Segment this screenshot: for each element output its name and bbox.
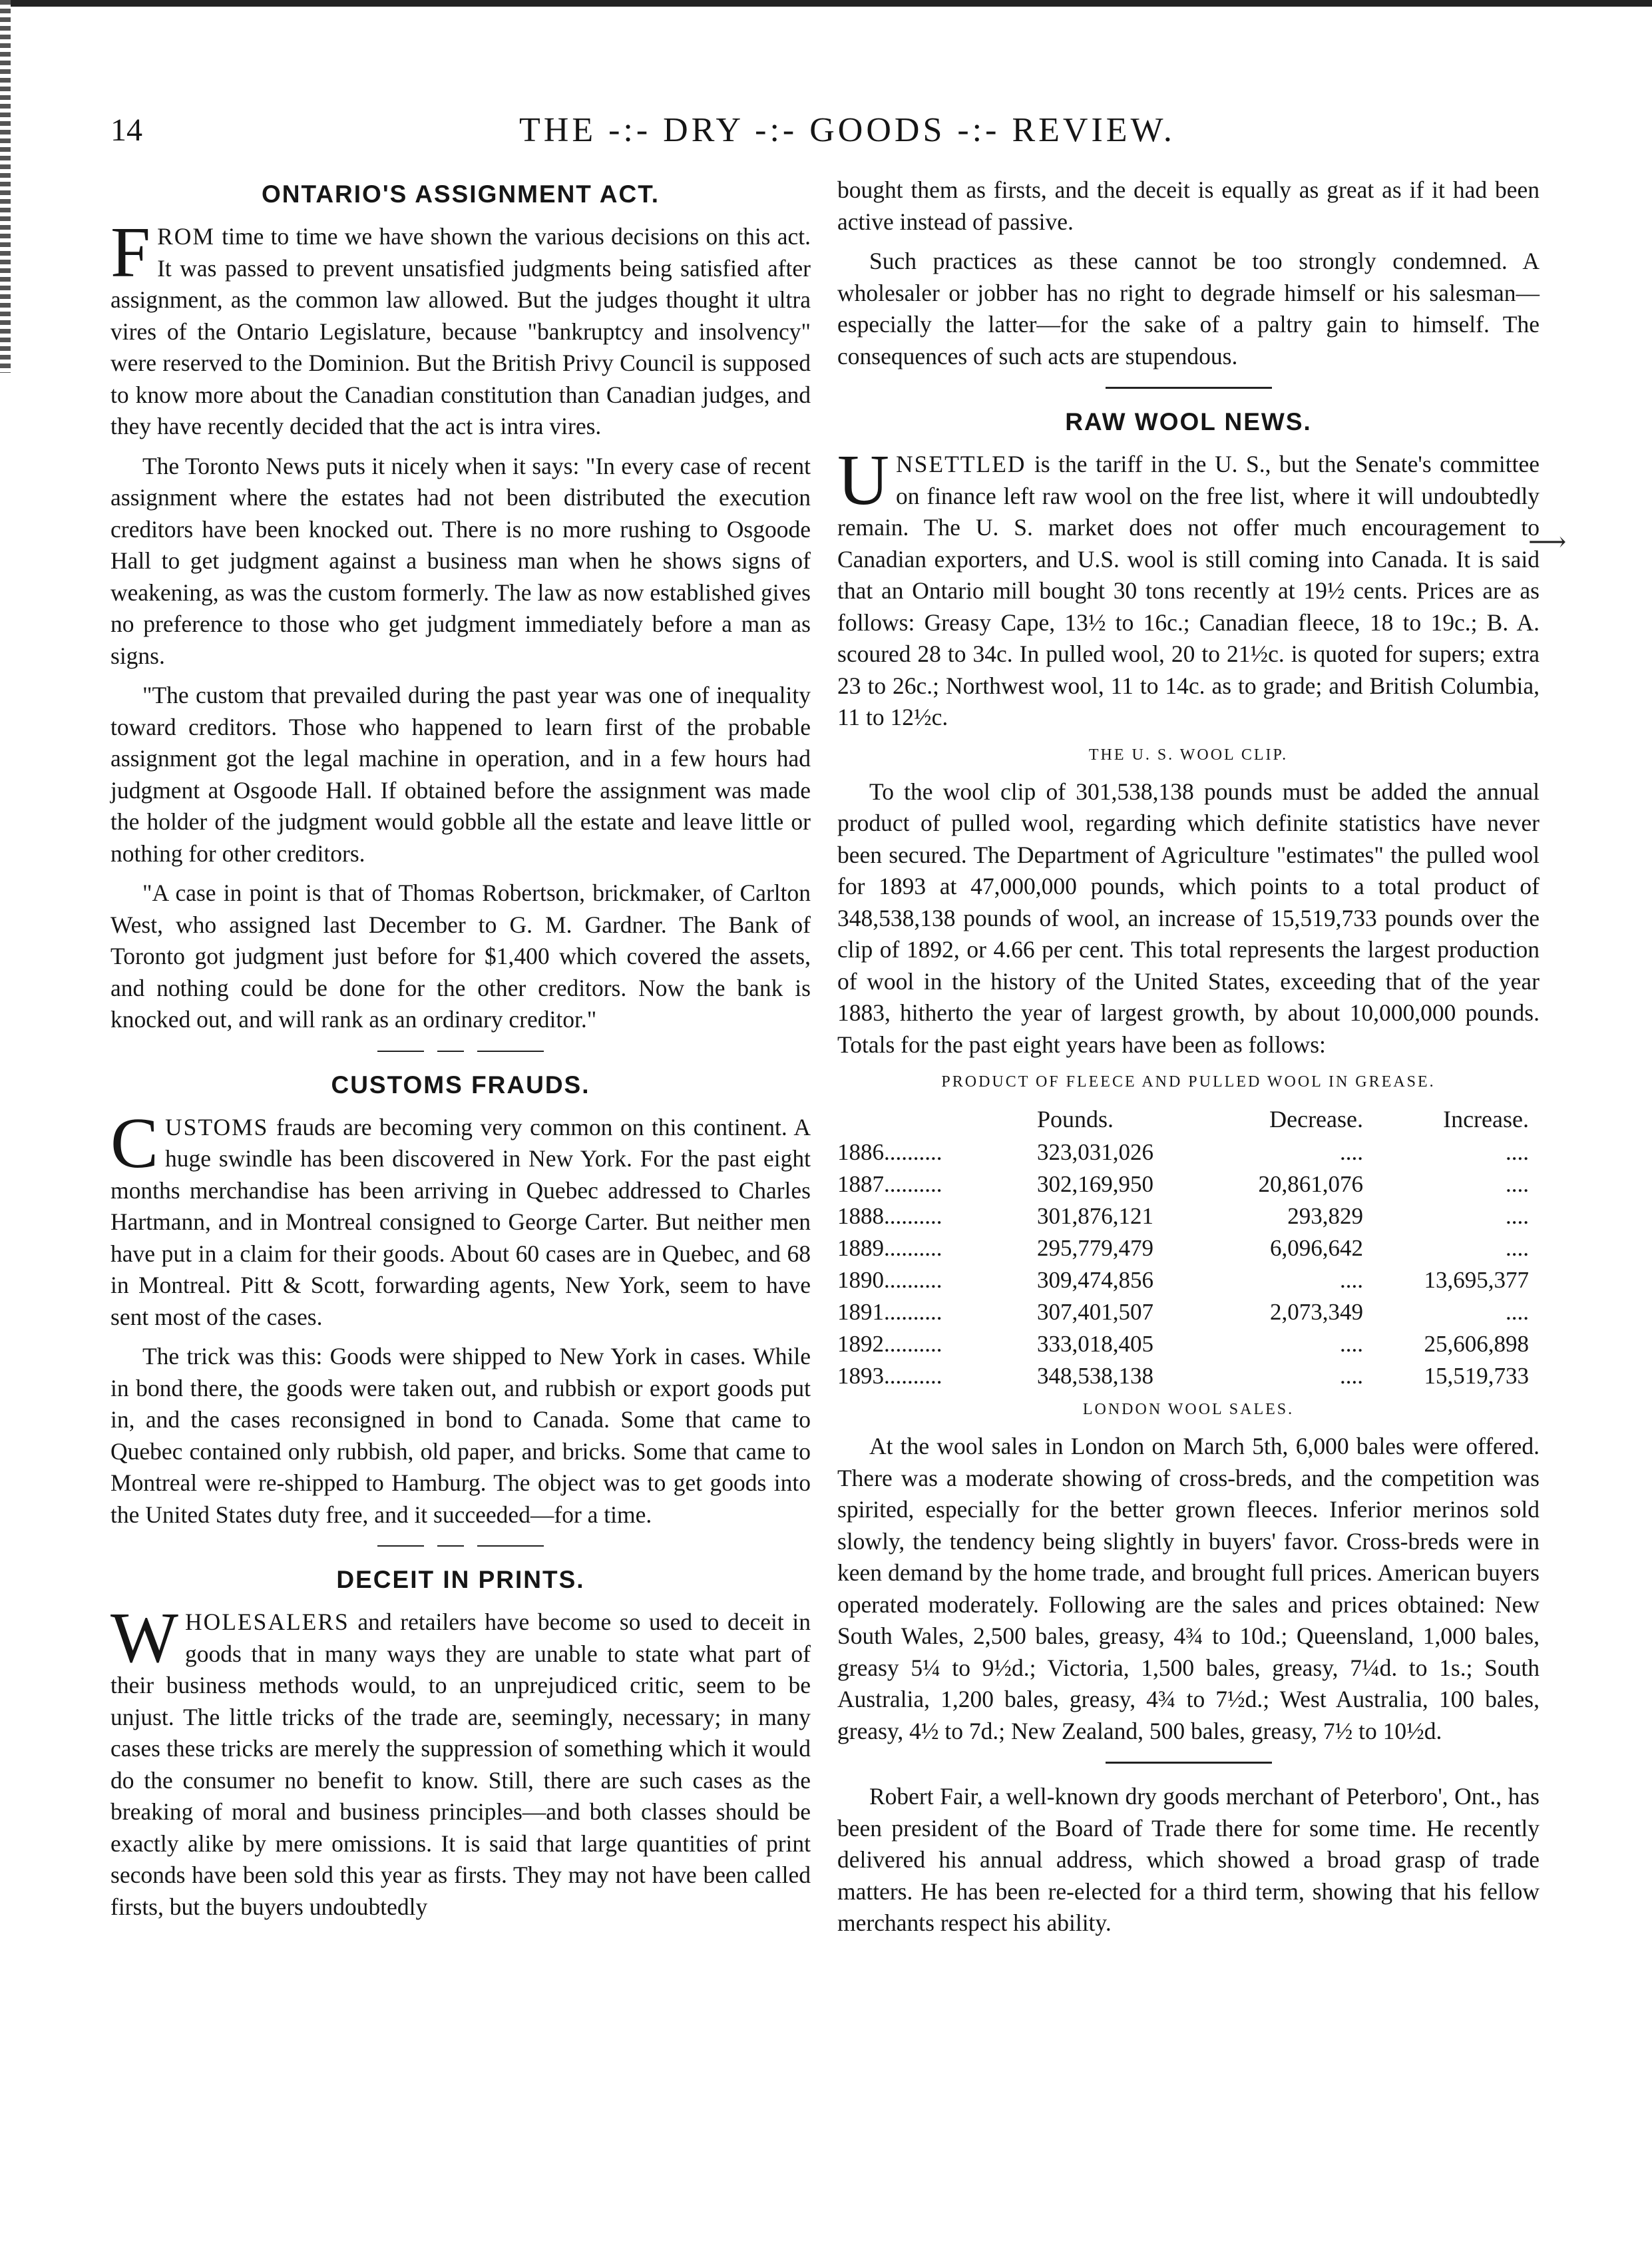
table-cell: 1890.......... (837, 1267, 942, 1293)
article-paragraph: To the wool clip of 301,538,138 pounds must be added the annual product of pulled wool, regarding which definite statistics have never been secured. The Department of Agriculture "estimates" the pulled wool for 1893 at 47,000,000 pounds, which points to a total product of 348,538,138 pounds of wool, an increase of 15,519,733 pounds over the clip of 1892, or 4.66 per cent. This total represents the largest production of wool in the history of the United States, exceeding that of the year 1883, hitherto the year of largest growth, by about 10,000,000 pounds. Totals for the past eight years have been as follows: (837, 778, 1540, 1058)
table-header-cell (837, 1103, 1037, 1136)
paragraph-text: is the tariff in the U. S., but the Senate's committee on finance left raw wool on the free list, where it will undoubtedly remain. The U. S. market does not offer much encouragement to Canadian exporters, and U.S. wool is still coming into Canada. It is said that an Ontario mill bought 30 tons recently at 19½ cents. Prices are as follows: Greasy Cape, 13½ to 16c.; Canadian fleece, 18 to 19c.; B. A. scoured 28 to 34c. In pulled wool, 20 to 21½c. is quoted for supers; extra 23 to 26c.; Northwest wool, 11 to 14c. as to grade; and British Columbia, 11 to 12½c. (837, 451, 1540, 730)
table-row (837, 1136, 1540, 1168)
top-border (0, 0, 1652, 7)
page-edge-scan-artifact (0, 0, 11, 373)
article-paragraph: The Toronto News puts it nicely when it says: "In every case of recent assignment where the estates had not been distributed the execution creditors have been knocked out. There is no more rushing to Osgoode Hall to get judgment against a business man when he shows signs of weakening, as was the custom formerly. The law as now established gives no preference to those who get judgment immediately before a man as signs. (110, 452, 811, 669)
table-cell: 20,861,076 (1258, 1171, 1363, 1197)
drop-cap: W (110, 1599, 178, 1678)
table-row (837, 1168, 1540, 1200)
drop-cap: F (110, 213, 151, 292)
table-header-cell: Increase. (1443, 1106, 1529, 1132)
lead-word: USTOMS (165, 1113, 269, 1140)
table-cell: 13,695,377 (1424, 1267, 1529, 1293)
article-title-raw-wool-news: RAW WOOL NEWS. (1065, 408, 1312, 435)
lead-word: HOLESALERS (184, 1609, 349, 1635)
margin-arrow-mark: ⟶ (1528, 527, 1567, 557)
table-cell: 309,474,856 (1037, 1267, 1153, 1293)
article-paragraph: Such practices as these cannot be too strongly condemned. A wholesaler or jobber has no right to degrade himself or his salesman—especially the latter—for the sake of a paltry gain to himself. The consequences of such acts are stupendous. (837, 248, 1540, 370)
left-column (110, 174, 811, 1931)
article-paragraph (110, 1599, 811, 1923)
paragraph-text: time to time we have shown the various decisions on this act. It was passed to prevent unsatisfied judgments being satisfied after assignment, as the common law allowed. But the judges thought it ultra vires of the Ontario Legislature, because "bankruptcy and insolvency" were reserved to the Dominion. But the British Privy Council is supposed to know more about the Canadian constitution than Canadian judges, and they have recently decided that the act is intra vires. (110, 223, 811, 439)
table-cell: 2,073,349 (1270, 1299, 1363, 1325)
lead-word: NSETTLED (896, 451, 1026, 477)
running-title: THE -:- DRY -:- GOODS -:- REVIEW. (519, 111, 1175, 149)
right-column (837, 174, 1540, 1947)
table-row (837, 1360, 1540, 1392)
table-cell: 295,779,479 (1037, 1235, 1153, 1261)
table-cell: 1887.......... (837, 1171, 942, 1197)
article-paragraph-continued: bought them as firsts, and the deceit is equally as great as if it had been active instead of passive. (837, 176, 1540, 235)
table-cell: .... (1506, 1203, 1529, 1229)
table-cell: 302,169,950 (1037, 1171, 1153, 1197)
drop-cap: U (837, 441, 889, 520)
article-paragraph: "The custom that prevailed during the past year was one of inequality toward creditors. Those who happened to learn first of the probable assignment got the legal machine in operation, and in a few hours had judgment at Osgoode Hall. If obtained before the assignment was made the holder of the judgment would gobble all the estate and leave little or nothing for other creditors. (110, 682, 811, 867)
drop-cap: C (110, 1103, 159, 1183)
table-body (837, 1136, 1540, 1392)
table-cell: .... (1506, 1299, 1529, 1325)
table-header-cell: Decrease. (1269, 1106, 1363, 1132)
table-cell: .... (1340, 1139, 1363, 1165)
table-header-row (837, 1103, 1540, 1136)
table-row (837, 1232, 1540, 1264)
section-divider (1106, 387, 1272, 389)
article-paragraph: The trick was this: Goods were shipped to New York in cases. While in bond there, the goods were taken out, and rubbish or export goods put in, and the cases reconsigned in bond to Canada. Some that came to Quebec contained only rubbish, old paper, and bricks. Some that came to Montreal were re-shipped to Hamburg. The object was to get goods into the United States duty free, and it succeeded—for a time. (110, 1343, 811, 1528)
article-paragraph: "A case in point is that of Thomas Robertson, brickmaker, of Carlton West, who assigned last December to G. M. Gardner. The Bank of Toronto got judgment just before for $1,400 which covered the assets, and nothing could be done for the other creditors. Now the bank is knocked out, and will rank as an ordinary creditor." (110, 879, 811, 1033)
table-cell: 25,606,898 (1424, 1331, 1529, 1357)
table-cell: 323,031,026 (1037, 1139, 1153, 1165)
table-cell: 6,096,642 (1270, 1235, 1363, 1261)
table-cell: .... (1506, 1235, 1529, 1261)
article-paragraph (110, 213, 811, 443)
table-cell: 15,519,733 (1424, 1363, 1529, 1389)
section-divider (377, 1051, 544, 1052)
lead-word: ROM (157, 223, 215, 250)
table-cell: 301,876,121 (1037, 1203, 1153, 1229)
table-cell: 1889.......... (837, 1235, 942, 1261)
wool-product-table (837, 1103, 1540, 1392)
article-title-ontario-assignment-act: ONTARIO'S ASSIGNMENT ACT. (261, 180, 660, 208)
table-cell: 1893.......... (837, 1363, 942, 1389)
table-cell: .... (1506, 1139, 1529, 1165)
table-row (837, 1200, 1540, 1232)
section-divider (377, 1545, 544, 1547)
table-row (837, 1264, 1540, 1296)
table-cell: 1892.......... (837, 1331, 942, 1357)
table-cell: 1886.......... (837, 1139, 942, 1165)
article-paragraph: At the wool sales in London on March 5th, 6,000 bales were offered. There was a moderate showing of cross-breds, and the competition was spirited, especially for the better grown fleeces. Inferior merinos sold slowly, the tendency being slightly in buyers' favor. Cross-breds were in keen demand by the home trade, and brought full prices. American buyers operated moderately. Following are the sales and prices obtained: New South Wales, 2,500 bales, greasy, 4¾ to 10d.; Queensland, 1,000 bales, greasy 5¼ to 9½d.; Victoria, 1,500 bales, greasy, 7¼d. to 1s.; South Australia, 1,200 bales, greasy, 4¾ to 7½d.; West Australia, 100 bales, greasy, 4½ to 7d.; New Zealand, 500 bales, greasy, 7½ to 10½d. (837, 1433, 1540, 1744)
table-cell: .... (1506, 1171, 1529, 1197)
article-title-deceit-in-prints: DECEIT IN PRINTS. (336, 1566, 585, 1593)
table-cell: .... (1340, 1363, 1363, 1389)
table-row (837, 1328, 1540, 1360)
paragraph-text: frauds are becoming very common on this continent. A huge swindle has been discovered in New York. For the past eight months merchandise has been arriving in Quebec addressed to Charles Hartmann, and in Montreal consigned to George Carter. But neither men have put in a claim for their goods. About 60 cases are in Quebec, and 68 in Montreal. Pitt & Scott, forwarding agents, New York, seem to have sent most of the cases. (110, 1113, 811, 1330)
table-cell: .... (1340, 1331, 1363, 1357)
table-cell: 293,829 (1287, 1203, 1363, 1229)
table-cell: 333,018,405 (1037, 1331, 1153, 1357)
paragraph-text: and retailers have become so used to deceit in goods that in many ways they are unable to state what part of their business methods would, to an unprejudiced critic, seem to be unjust. The little tricks of the trade are, seemingly, necessary; in many cases these tricks are merely the suppression of something which it would do the consumer no benefit to know. Still, there are such cases as the breaking of moral and business principles—and both classes should be exactly alike by mere omissions. It is said that large quantities of print seconds have been sold this year as firsts. They may not have been called firsts, but the buyers undoubtedly (110, 1609, 811, 1920)
page-number: 14 (110, 113, 142, 148)
table-cell: 348,538,138 (1037, 1363, 1153, 1389)
article-paragraph (837, 441, 1540, 734)
article-paragraph (110, 1103, 811, 1334)
table-title: PRODUCT OF FLEECE AND PULLED WOOL IN GREASE. (941, 1073, 1436, 1091)
article-paragraph: Robert Fair, a well-known dry goods merchant of Peterboro', Ont., has been president of the Board of Trade there for some time. He recently delivered his annual address, which showed a broad grasp of trade matters. He has been re-elected for a third term, showing that his fellow merchants respect his ability. (837, 1783, 1540, 1936)
table-cell: 1888.......... (837, 1203, 942, 1229)
subheading-us-wool-clip: THE U. S. WOOL CLIP. (1088, 746, 1289, 764)
table-header-cell: Pounds. (1037, 1106, 1114, 1132)
section-divider (1106, 1762, 1272, 1764)
table-row (837, 1296, 1540, 1328)
article-title-customs-frauds: CUSTOMS FRAUDS. (331, 1071, 590, 1099)
table-cell: 1891.......... (837, 1299, 942, 1325)
table-cell: 307,401,507 (1037, 1299, 1153, 1325)
subheading-london-wool-sales: LONDON WOOL SALES. (1082, 1401, 1295, 1418)
table-cell: .... (1340, 1267, 1363, 1293)
